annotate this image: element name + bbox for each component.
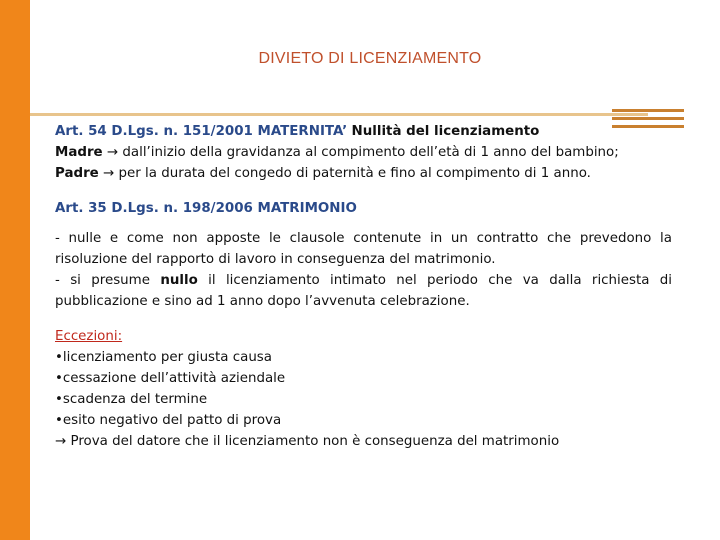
matrimonio-clause-2: [55, 270, 672, 312]
clause-2-pre: - si presume: [55, 273, 150, 288]
padre-label: Padre: [55, 166, 99, 181]
eccezione-item: •cessazione dell’attività aziendale: [55, 371, 286, 386]
content-body: [55, 121, 672, 452]
eccezione-item: •scadenza del termine: [55, 392, 208, 407]
padre-line: [55, 163, 672, 184]
arrow-right-icon: →: [106, 145, 119, 160]
clause-2-post: il licenziamento intimato nel periodo che va dalla richiesta di pubblicazione e sino ad 1 anno dopo l’avvenuta celebrazione.: [55, 273, 672, 309]
padre-text: per la durata del congedo di paternità e fino al compimento di 1 anno.: [118, 166, 591, 181]
maternita-law-ref: Art. 54 D.Lgs. n. 151/2001 MATERNITA’: [55, 124, 348, 139]
madre-label: Madre: [55, 145, 103, 160]
decorative-stripe-2: [612, 117, 684, 120]
arrow-right-icon: →: [103, 166, 115, 181]
eccezione-item: •licenziamento per giusta causa: [55, 350, 272, 365]
clause-2-bold: nullo: [160, 273, 198, 288]
maternita-heading: [55, 121, 672, 142]
madre-text: dall’inizio della gravidanza al compimento dell’età di 1 anno del bambino;: [122, 145, 619, 160]
title-divider: [30, 113, 648, 116]
maternita-heading-rest: Nullità del licenziamento: [351, 124, 540, 139]
eccezione-final-text: Prova del datore che il licenziamento non è conseguenza del matrimonio: [70, 434, 560, 449]
page-title: DIVIETO DI LICENZIAMENTO: [258, 50, 482, 67]
eccezioni-heading: Eccezioni:: [55, 329, 123, 344]
matrimonio-law-ref: Art. 35 D.Lgs. n. 198/2006 MATRIMONIO: [55, 201, 357, 216]
decorative-stripe-1: [612, 109, 684, 112]
matrimonio-clause-1: - nulle e come non apposte le clausole contenute in un contratto che prevedono la risoluzione del rapporto di lavoro in conseguenza del matrimonio.: [55, 231, 672, 267]
madre-line: [55, 142, 672, 163]
arrow-right-icon: →: [55, 434, 67, 449]
eccezione-item: •esito negativo del patto di prova: [55, 413, 282, 428]
eccezione-final-line: [55, 431, 672, 452]
orange-side-bar: [0, 0, 30, 540]
